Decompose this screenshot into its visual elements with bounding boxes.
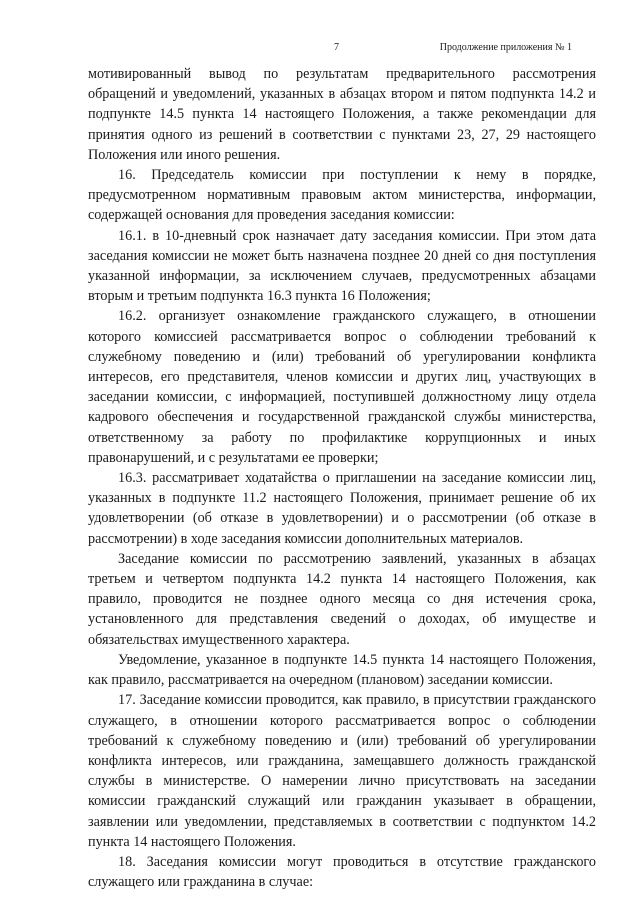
paragraph-intro-continuation: мотивированный вывод по результатам предварительного рассмотрения обращений и уведомлений, указанных в абзацах втором и пятом подпункта 14.2 и подпункте 14.5 пункта 14 настоящего Положения, а также рекомендации для принятия одного из решений в соответствии с пунктами 23, 27, 29 настоящего Положения или иного решения. — [88, 66, 596, 163]
paragraph-17: 17. Заседание комиссии проводится, как правило, в присутствии гражданского служащего, в отношении которого рассматривается вопрос о соблюдении требований к служебному поведению и (или) требований об урегулировании конфликта интересов, или гражданина, замещавшего должность гражданской службы в министерстве. О намерении лично присутствовать на заседании комиссии гражданский служащий или гражданин указывает в обращении, заявлении или уведомлении, представляемых в соответствии с подпунктом 14.2 пункта 14 настоящего Положения. — [88, 692, 596, 850]
page-number: 7 — [334, 42, 339, 53]
paragraph-16-1: 16.1. в 10-дневный срок назначает дату заседания комиссии. При этом дата заседания комиссии не может быть назначена позднее 20 дней со дня поступления указанной информации, за исключением случаев, предусмотренных абзацами вторым и третьим подпункта 16.3 пункта 16 Положения; — [88, 227, 596, 305]
paragraph-notification: Уведомление, указанное в подпункте 14.5 пункта 14 настоящего Положения, как правило, рассматривается на очередном (плановом) заседании комиссии. — [88, 651, 596, 689]
paragraph-16-3: 16.3. рассматривает ходатайства о приглашении на заседание комиссии лиц, указанных в подпункте 11.2 настоящего Положения, принимает решение об их удовлетворении (об отказе в удовлетворении) и о рассмотрении (об отказе в рассмотрении) в ходе заседания комиссии дополнительных материалов. — [88, 470, 596, 547]
document-body — [88, 64, 596, 892]
paragraph-16: 16. Председатель комиссии при поступлении к нему в порядке, предусмотренном нормативным правовым актом министерства, информации, содержащей основания для проведения заседания комиссии: — [88, 167, 596, 224]
paragraph-meeting-applications: Заседание комиссии по рассмотрению заявлений, указанных в абзацах третьем и четвертом подпункта 14.2 пункта 14 настоящего Положения, как правило, проводится не позднее одного месяца со дня истечения срока, установленного для представления сведений о доходах, об имуществе и обязательствах имущественного характера. — [88, 550, 596, 648]
paragraph-16-2: 16.2. организует ознакомление гражданского служащего, в отношении которого комиссией рассматривается вопрос о соблюдении требований к служебному поведению и (или) требований об урегулировании конфликта интересов, его представителя, членов комиссии и других лиц, участвующих в заседании комиссии, с информацией, поступившей должностному лицу отдела кадрового обеспечения и государственной гражданской службы министерства, ответственному за работу по профилактике коррупционных и иных правонарушений, и с результатами ее проверки; — [88, 308, 596, 466]
continuation-header: Продолжение приложения № 1 — [439, 42, 572, 53]
paragraph-18: 18. Заседания комиссии могут проводиться в отсутствие гражданского служащего или гражданина в случае: — [88, 853, 596, 891]
